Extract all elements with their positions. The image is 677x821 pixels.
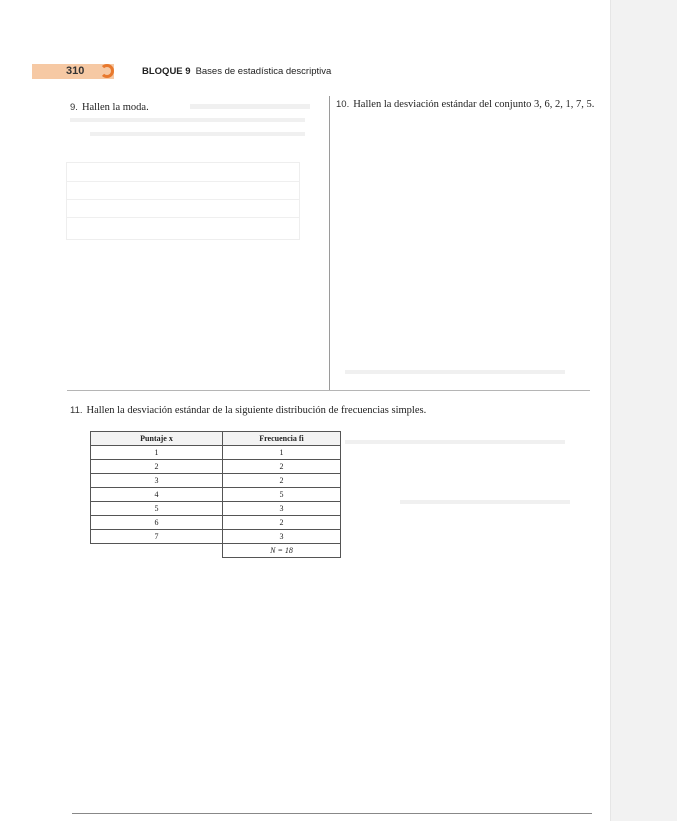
frequency-cell: 3: [223, 502, 341, 516]
frequency-table: [90, 431, 341, 558]
question-9: [70, 101, 149, 114]
frequency-cell: 2: [223, 460, 341, 474]
score-cell: 7: [91, 530, 223, 544]
bleed-through-mark: [400, 500, 570, 504]
bleed-through-mark: [345, 440, 565, 444]
score-cell: 4: [91, 488, 223, 502]
score-cell: 1: [91, 446, 223, 460]
table-row: [91, 530, 341, 544]
bottom-rule: [72, 813, 592, 814]
page-gutter: [610, 0, 677, 821]
bleed-through-mark: [190, 104, 310, 109]
block-label: BLOQUE 9: [142, 66, 191, 77]
header-title: [142, 66, 331, 77]
question-10-text: Hallen la desviación estándar del conjunto 3, 6, 2, 1, 7, 5.: [353, 99, 595, 110]
bleed-through-mark: [90, 132, 305, 136]
question-11-text: Hallen la desviación estándar de la siguiente distribución de frecuencias simples.: [86, 405, 427, 416]
question-10-number: 10.: [336, 99, 350, 110]
block-title: Bases de estadística descriptiva: [195, 66, 332, 77]
score-cell: 5: [91, 502, 223, 516]
table-row: [91, 474, 341, 488]
table-total-row: [91, 544, 341, 558]
total-cell: N = 18: [223, 544, 341, 558]
question-10: [336, 98, 598, 111]
table-row: [91, 488, 341, 502]
table-row: [91, 502, 341, 516]
frequency-cell: 5: [223, 488, 341, 502]
arc-icon: [100, 64, 114, 78]
page-number: 310: [66, 65, 85, 77]
score-cell: 3: [91, 474, 223, 488]
question-9-number: 9.: [70, 102, 78, 113]
column-divider: [329, 96, 330, 391]
frequency-cell: 2: [223, 516, 341, 530]
frequency-cell: 3: [223, 530, 341, 544]
table-row: [91, 460, 341, 474]
bleed-through-table: [66, 162, 300, 240]
bleed-through-mark: [70, 118, 305, 122]
page-header: [32, 64, 592, 80]
bleed-through-mark: [345, 370, 565, 374]
score-cell: 6: [91, 516, 223, 530]
question-11: [70, 404, 570, 417]
table-header-row: [91, 432, 341, 446]
table-row: [91, 516, 341, 530]
frequency-cell: 1: [223, 446, 341, 460]
score-cell: 2: [91, 460, 223, 474]
question-9-text: Hallen la moda.: [81, 102, 149, 113]
section-divider: [67, 390, 590, 391]
question-11-number: 11.: [70, 405, 83, 416]
frequency-cell: 2: [223, 474, 341, 488]
blank-cell: [91, 544, 223, 558]
header-score: Puntaje x: [91, 432, 223, 446]
table-row: [91, 446, 341, 460]
header-frequency: Frecuencia fi: [223, 432, 341, 446]
